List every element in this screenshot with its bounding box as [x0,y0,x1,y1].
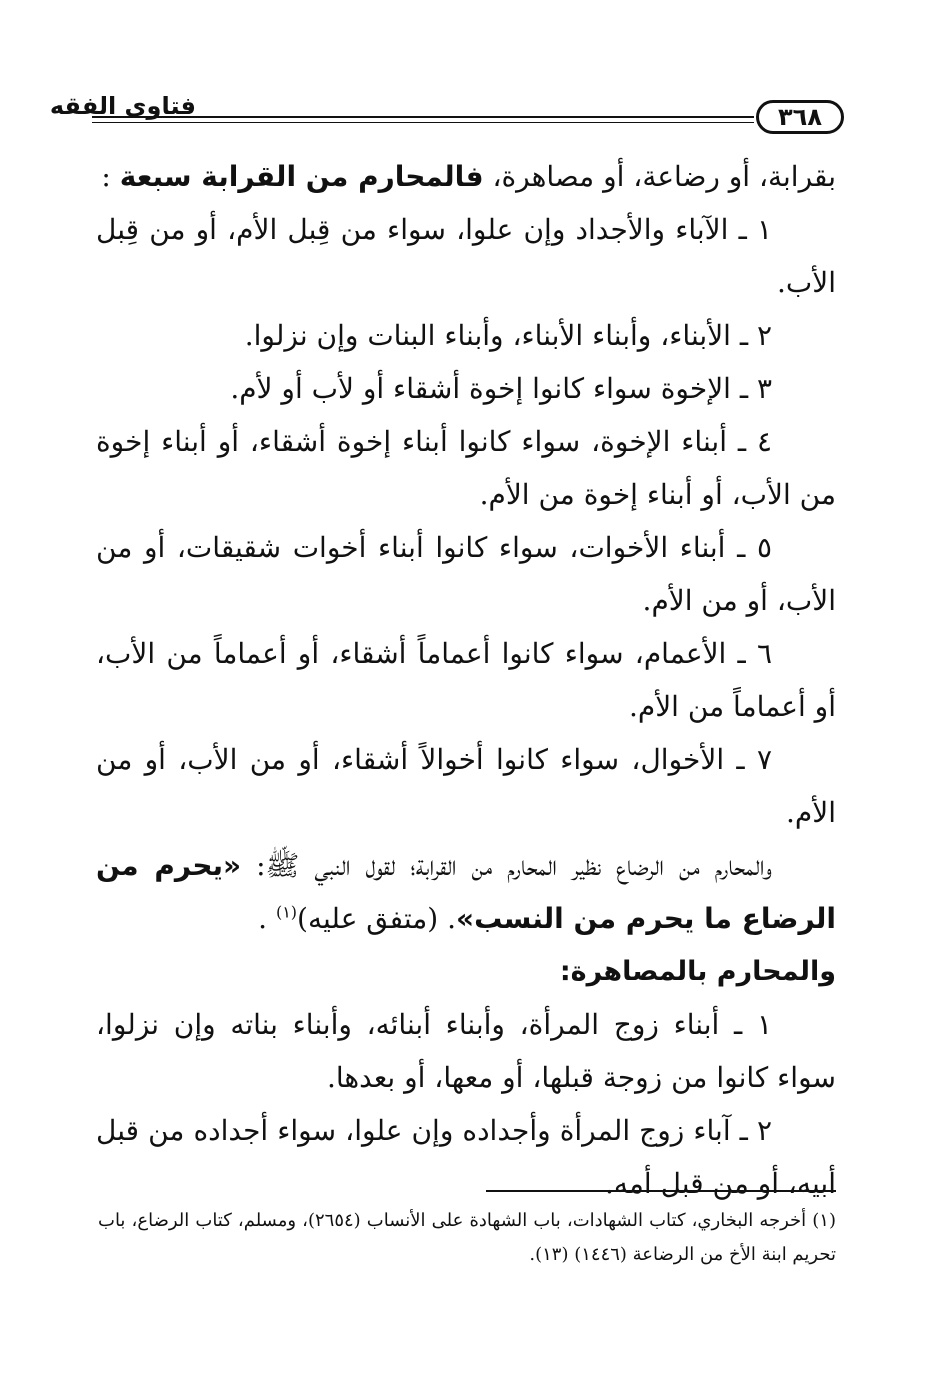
intro-bold: فالمحارم من القرابة سبعة [119,160,484,193]
musahara-item-1: ١ ـ أبناء زوج المرأة، وأبناء أبنائه، وأبناء بناته وإن نزلوا، سواء كانوا من زوجة قبلها، أو معها، أو بعدها. [96,1008,836,1094]
main-text [96,150,836,1210]
hadith-source: . (متفق عليه) [297,902,456,935]
hadith-quote: «يحرم من الرضاع ما يحرم من النسب» [96,849,836,935]
rada-paragraph [96,839,836,945]
list-item-3: ٣ ـ الإخوة سواء كانوا إخوة أشقاء أو لأب أو لأم. [230,372,772,405]
list-item-2: ٢ ـ الأبناء، وأبناء الأبناء، وأبناء البنات وإن نزلوا. [244,319,772,352]
section-heading: والمحارم بالمصاهرة: [559,956,836,987]
page-number: ٣٦٨ [756,100,844,134]
list-item-6: ٦ ـ الأعمام، سواء كانوا أعماماً أشقاء، أو أعماماً من الأب، أو أعماماً من الأم. [96,637,836,723]
rada-text: والمحارم من الرضاع نظير المحارم من القرابة؛ لقول النبي ﷺ: [241,849,772,882]
running-title: فتاوى الفقه [49,92,196,120]
footnote-rule [486,1190,836,1192]
intro-paragraph [96,150,836,203]
list-item-1: ١ ـ الآباء والأجداد وإن علوا، سواء من قِبل الأم، أو من قِبل الأب. [96,213,836,299]
footnote-1: (١) أخرجه البخاري، كتاب الشهادات، باب الشهادة على الأنساب (٢٦٥٤)، ومسلم، كتاب الرضاع، باب تحريم ابنة الأخ من الرضاعة (١٤٤٦) (١٣). [98,1210,836,1265]
footnotes [98,1204,836,1272]
intro-end: : [101,160,111,193]
list-item-4: ٤ ـ أبناء الإخوة، سواء كانوا أبناء إخوة أشقاء، أو أبناء إخوة من الأب، أو أبناء إخوة من الأم. [96,425,836,511]
musahara-item-2: ٢ ـ آباء زوج المرأة وأجداده وإن علوا، سواء أجداده من قبل أبيه، أو من قبل أمه. [96,1114,836,1200]
intro-plain: بقرابة، أو رضاعة، أو مصاهرة، [483,160,836,193]
page-header [49,88,844,132]
footnote-marker: (١) [275,902,298,922]
rada-end: . [258,902,276,935]
list-item-5: ٥ ـ أبناء الأخوات، سواء كانوا أبناء أخوات شقيقات، أو من الأب، أو من الأم. [96,531,836,617]
header-rule-thin [92,122,754,123]
list-item-7: ٧ ـ الأخوال، سواء كانوا أخوالاً أشقاء، أو من الأب، أو من الأم. [96,743,836,829]
header-rule [92,116,754,118]
